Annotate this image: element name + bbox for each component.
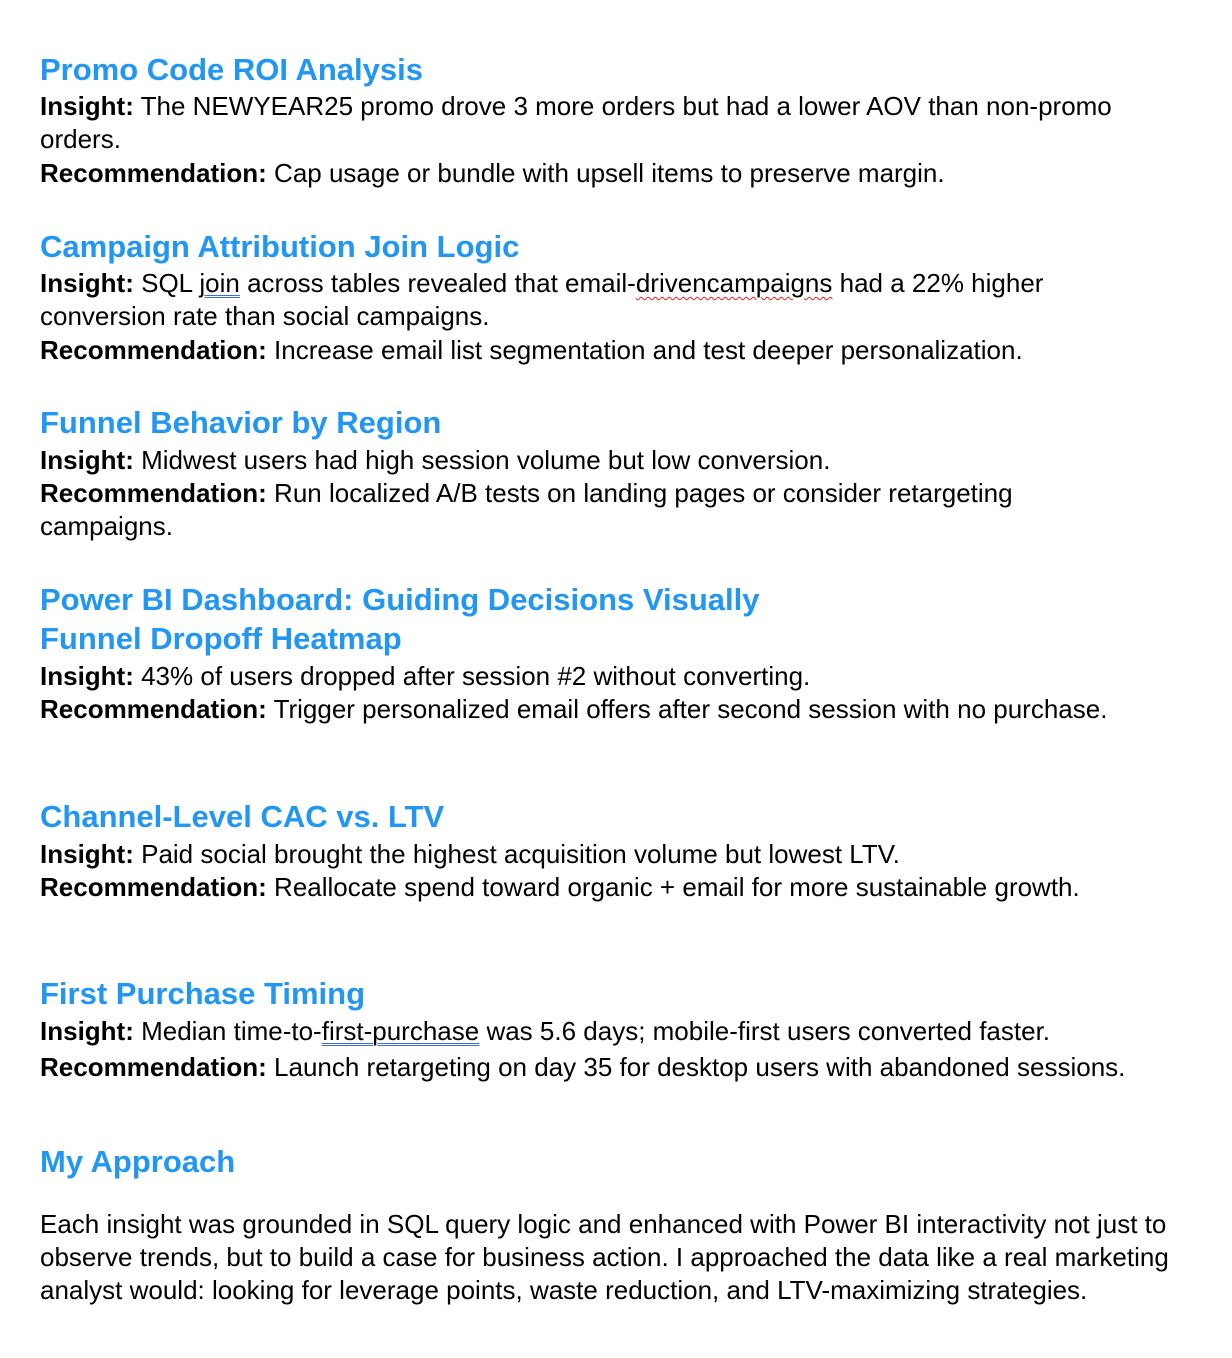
insight-text: was 5.6 days; mobile-first users converted faster. <box>479 1016 1051 1046</box>
recommendation-text: Increase email list segmentation and test deeper personalization. <box>266 335 1023 365</box>
insight-label: Insight: <box>40 445 134 475</box>
section-heading-promo-code-roi: Promo Code ROI Analysis <box>40 52 423 87</box>
insight-paragraph <box>40 660 1190 693</box>
spelling-error-word[interactable]: drivencampaigns <box>635 268 833 298</box>
insight-label: Insight: <box>40 91 134 121</box>
insight-text: SQL <box>133 268 200 298</box>
insight-label: Insight: <box>40 661 134 691</box>
recommendation-label: Recommendation: <box>40 694 267 724</box>
insight-text: Median time-to- <box>133 1016 322 1046</box>
insight-text: The NEWYEAR25 promo drove 3 more orders but had a lower AOV than non-​promo orders. <box>40 91 1112 154</box>
recommendation-text: Cap usage or bundle with upsell items to preserve margin. <box>266 158 945 188</box>
insight-paragraph <box>40 267 1165 333</box>
section-heading-my-approach: My Approach <box>40 1144 236 1179</box>
grammar-flagged-word[interactable]: first-purchase <box>321 1016 480 1046</box>
insight-text: across tables revealed that email- <box>239 268 636 298</box>
recommendation-paragraph <box>40 1048 1140 1086</box>
section-heading-campaign-attribution: Campaign Attribution Join Logic <box>40 229 520 264</box>
recommendation-label: Recommendation: <box>40 872 267 902</box>
insight-paragraph <box>40 838 1190 871</box>
insight-label: Insight: <box>40 268 134 298</box>
insight-paragraph <box>40 90 1160 156</box>
section-heading-channel-cac-ltv: Channel-Level CAC vs. LTV <box>40 799 445 834</box>
recommendation-label: Recommendation: <box>40 158 267 188</box>
recommendation-paragraph <box>40 477 1140 543</box>
recommendation-text: Run localized A/B tests on landing pages or consider retargeting campaigns. <box>40 478 1013 541</box>
section-heading-first-purchase-timing: First Purchase Timing <box>40 976 366 1011</box>
recommendation-paragraph <box>40 871 1110 904</box>
section-heading-power-bi-dashboard: Power BI Dashboard: Guiding Decisions Visually <box>40 582 760 617</box>
section-heading-funnel-behavior: Funnel Behavior by Region <box>40 405 442 440</box>
recommendation-label: Recommendation: <box>40 1052 267 1082</box>
insight-paragraph <box>40 1015 1220 1048</box>
insight-text: had a 22% higher conversion rate than social campaigns. <box>40 268 1044 331</box>
insight-text: 43% of users dropped after session #2 without converting. <box>133 661 811 691</box>
approach-paragraph: Each insight was grounded in SQL query logic and enhanced with Power BI interactivity not just to observe trends, but to build a case for business action. I approached the data like a real marketing analyst would: looking for leverage points, waste reduction, and LTV-maximizing strategies. <box>40 1209 1169 1305</box>
recommendation-paragraph <box>40 693 1110 726</box>
recommendation-label: Recommendation: <box>40 478 267 508</box>
insight-label: Insight: <box>40 1016 134 1046</box>
insight-text: Midwest users had high session volume but low conversion. <box>133 445 831 475</box>
grammar-flagged-word[interactable]: join <box>199 268 240 298</box>
recommendation-text: Trigger personalized email offers after second session with no purchase. <box>266 694 1108 724</box>
insight-label: Insight: <box>40 839 134 869</box>
insight-text: Paid social brought the highest acquisition volume but lowest LTV. <box>133 839 900 869</box>
recommendation-text: Launch retargeting on day 35 for desktop users with abandoned sessions. <box>266 1052 1126 1082</box>
recommendation-text: Reallocate spend toward organic + email for more sustainable growth. <box>266 872 1080 902</box>
section-subheading-funnel-dropoff: Funnel Dropoff Heatmap <box>40 621 402 656</box>
recommendation-label: Recommendation: <box>40 335 267 365</box>
recommendation-paragraph <box>40 334 1190 367</box>
recommendation-paragraph <box>40 157 1190 190</box>
insight-paragraph <box>40 444 1190 477</box>
